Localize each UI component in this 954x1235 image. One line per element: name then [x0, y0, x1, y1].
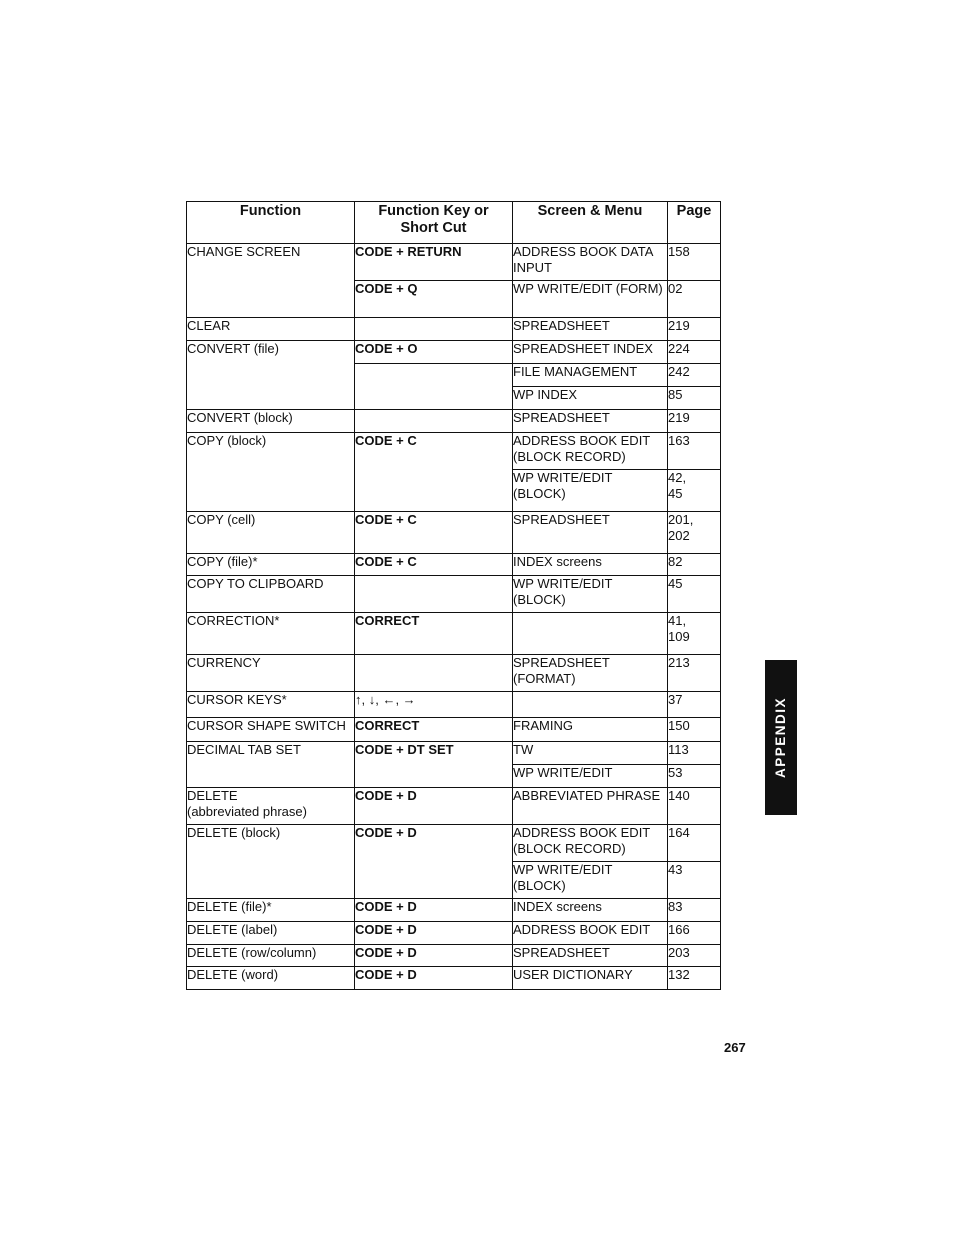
menu-cell: WP WRITE/EDIT [513, 765, 668, 788]
function-cell: COPY (cell) [187, 512, 355, 554]
function-cell: CORRECTION* [187, 613, 355, 655]
page-cell: 45 [668, 576, 721, 613]
menu-cell: INDEX screens [513, 899, 668, 922]
function-cell: DELETE (label) [187, 922, 355, 945]
page-cell: 132 [668, 967, 721, 990]
page-cell: 163 [668, 433, 721, 470]
page-cell: 219 [668, 318, 721, 341]
menu-cell: ADDRESS BOOK EDIT (BLOCK RECORD) [513, 433, 668, 470]
table-row [187, 341, 721, 364]
key-cell: CODE + Q [355, 281, 513, 318]
page-cell: 140 [668, 788, 721, 825]
table-row [187, 433, 721, 470]
page-cell: 203 [668, 945, 721, 967]
page-cell: 219 [668, 410, 721, 433]
table-row [187, 692, 721, 718]
page-cell: 150 [668, 718, 721, 742]
key-cell: CODE + D [355, 967, 513, 990]
function-cell: CURRENCY [187, 655, 355, 692]
key-cell: CODE + C [355, 433, 513, 512]
table-row [187, 318, 721, 341]
key-cell: CODE + D [355, 825, 513, 899]
function-cell: COPY (file)* [187, 554, 355, 576]
function-cell: DELETE (abbreviated phrase) [187, 788, 355, 825]
page-cell: 113 [668, 742, 721, 765]
function-cell: CONVERT (block) [187, 410, 355, 433]
menu-cell: ADDRESS BOOK EDIT (BLOCK RECORD) [513, 825, 668, 862]
function-cell: DELETE (row/column) [187, 945, 355, 967]
function-cell: CHANGE SCREEN [187, 244, 355, 318]
page-cell: 224 [668, 341, 721, 364]
table-row [187, 922, 721, 945]
function-cell: COPY (block) [187, 433, 355, 512]
menu-cell: SPREADSHEET [513, 318, 668, 341]
header-function: Function [187, 202, 355, 244]
page-cell: 42, 45 [668, 470, 721, 512]
table-row [187, 742, 721, 765]
menu-cell: SPREADSHEET INDEX [513, 341, 668, 364]
key-cell: CODE + D [355, 945, 513, 967]
page-cell: 242 [668, 364, 721, 387]
table-row [187, 718, 721, 742]
function-cell: CONVERT (file) [187, 341, 355, 410]
key-cell: CORRECT [355, 718, 513, 742]
key-cell [355, 655, 513, 692]
menu-cell: WP INDEX [513, 387, 668, 410]
page-number: 267 [724, 1040, 746, 1055]
page-cell: 166 [668, 922, 721, 945]
menu-cell: SPREADSHEET [513, 512, 668, 554]
key-cell [355, 364, 513, 410]
function-cell: DELETE (block) [187, 825, 355, 899]
page-cell: 85 [668, 387, 721, 410]
menu-cell: USER DICTIONARY [513, 967, 668, 990]
table-row [187, 967, 721, 990]
function-cell: CURSOR KEYS* [187, 692, 355, 718]
table-row [187, 899, 721, 922]
key-cell: CODE + D [355, 922, 513, 945]
key-cell: CODE + D [355, 788, 513, 825]
table-row [187, 410, 721, 433]
menu-cell [513, 692, 668, 718]
function-cell: DECIMAL TAB SET [187, 742, 355, 788]
menu-cell: ADDRESS BOOK DATA INPUT [513, 244, 668, 281]
menu-cell: INDEX screens [513, 554, 668, 576]
menu-cell [513, 613, 668, 655]
key-cell [355, 576, 513, 613]
function-cell: DELETE (file)* [187, 899, 355, 922]
page-cell: 02 [668, 281, 721, 318]
appendix-tab-label: APPENDIX [773, 696, 789, 779]
table-row [187, 788, 721, 825]
table-row [187, 576, 721, 613]
key-cell [355, 410, 513, 433]
page-cell: 82 [668, 554, 721, 576]
function-cell: DELETE (word) [187, 967, 355, 990]
key-cell: CODE + RETURN [355, 244, 513, 281]
table-row [187, 512, 721, 554]
page-cell: 41, 109 [668, 613, 721, 655]
menu-cell: WP WRITE/EDIT (FORM) [513, 281, 668, 318]
menu-cell: WP WRITE/EDIT (BLOCK) [513, 576, 668, 613]
key-cell: CODE + D [355, 899, 513, 922]
key-cell: CODE + DT SET [355, 742, 513, 788]
header-screen-menu: Screen & Menu [513, 202, 668, 244]
key-cell [355, 318, 513, 341]
table-row [187, 554, 721, 576]
function-cell: CLEAR [187, 318, 355, 341]
table-row [187, 613, 721, 655]
header-row [187, 202, 721, 244]
menu-cell: SPREADSHEET [513, 410, 668, 433]
page-cell: 213 [668, 655, 721, 692]
key-cell: CODE + O [355, 341, 513, 364]
reference-table [186, 201, 721, 990]
key-cell: ↑, ↓, ←, → [355, 692, 513, 718]
table-row [187, 825, 721, 862]
function-cell: CURSOR SHAPE SWITCH [187, 718, 355, 742]
header-page: Page [668, 202, 721, 244]
menu-cell: ABBREVIATED PHRASE [513, 788, 668, 825]
appendix-side-tab [765, 660, 797, 815]
menu-cell: ADDRESS BOOK EDIT [513, 922, 668, 945]
menu-cell: SPREADSHEET [513, 945, 668, 967]
menu-cell: SPREADSHEET (FORMAT) [513, 655, 668, 692]
key-cell: CODE + C [355, 554, 513, 576]
page-cell: 164 [668, 825, 721, 862]
table-row [187, 655, 721, 692]
key-cell: CODE + C [355, 512, 513, 554]
menu-cell: FRAMING [513, 718, 668, 742]
page-cell: 201, 202 [668, 512, 721, 554]
page-cell: 37 [668, 692, 721, 718]
page-cell: 43 [668, 862, 721, 899]
page-cell: 158 [668, 244, 721, 281]
function-cell: COPY TO CLIPBOARD [187, 576, 355, 613]
table-row [187, 244, 721, 281]
header-function-key: Function Key or Short Cut [355, 202, 513, 244]
menu-cell: WP WRITE/EDIT (BLOCK) [513, 470, 668, 512]
menu-cell: TW [513, 742, 668, 765]
page-cell: 83 [668, 899, 721, 922]
table-row [187, 945, 721, 967]
key-cell: CORRECT [355, 613, 513, 655]
page-cell: 53 [668, 765, 721, 788]
menu-cell: WP WRITE/EDIT (BLOCK) [513, 862, 668, 899]
menu-cell: FILE MANAGEMENT [513, 364, 668, 387]
